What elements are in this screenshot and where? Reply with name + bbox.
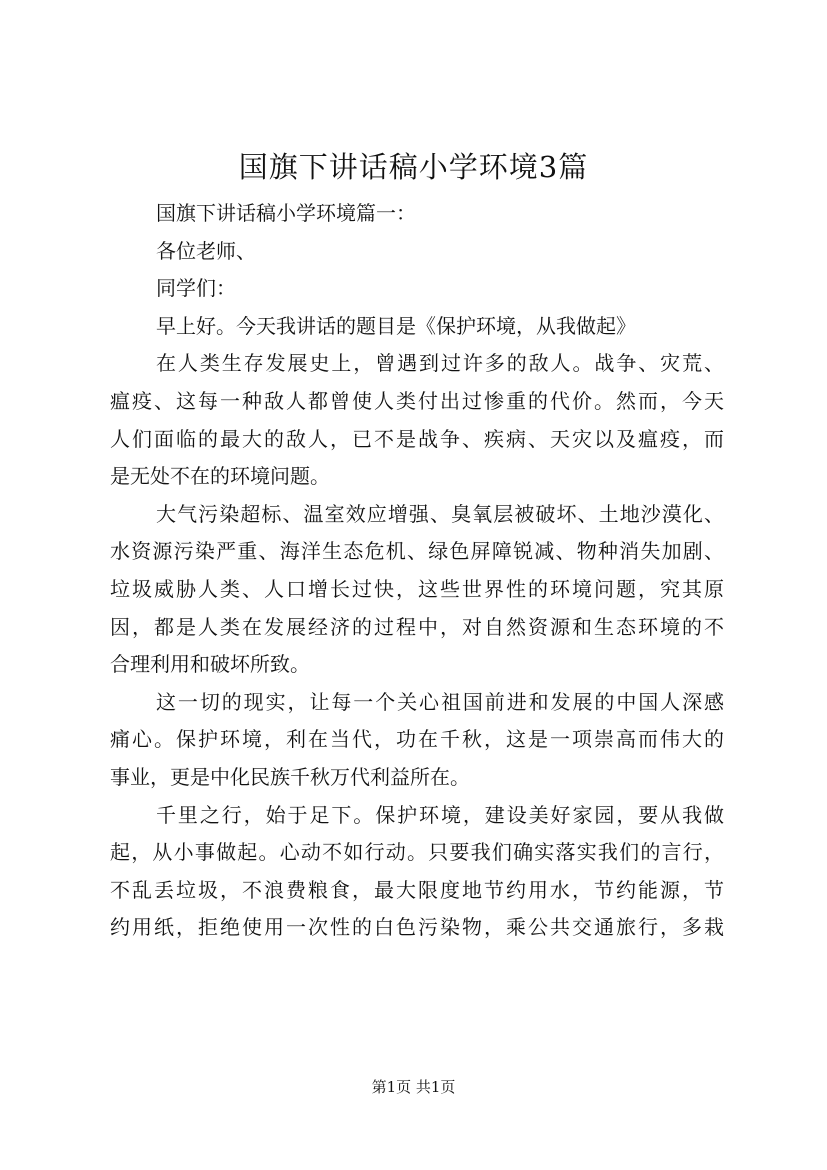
salutation-line: 同学们：: [156, 276, 236, 301]
paragraph-line: 约用纸，拒绝使用一次性的白色污染物，乘公共交通旅行，多栽: [110, 915, 724, 940]
paragraph-line: 大气污染超标、温室效应增强、臭氧层被破坏、土地沙漠化、: [156, 501, 724, 526]
paragraph-line: 垃圾威胁人类、人口增长过快，这些世界性的环境问题，究其原: [110, 576, 724, 601]
paragraph-line: 事业，更是中化民族千秋万代利益所在。: [110, 764, 470, 789]
paragraph-line: 是无处不在的环境问题。: [110, 464, 330, 489]
greeting-line: 早上好。今天我讲话的题目是《保护环境，从我做起》: [156, 313, 636, 338]
document-title: 国旗下讲话稿小学环境3篇: [238, 150, 589, 184]
paragraph-line: 水资源污染严重、海洋生态危机、绿色屏障锐减、物种消失加剧、: [110, 539, 724, 564]
paragraph-line: 因，都是人类在发展经济的过程中，对自然资源和生态环境的不: [110, 614, 724, 639]
paragraph-line: 在人类生存发展史上，曾遇到过许多的敌人。战争、灾荒、: [156, 351, 724, 376]
paragraph-line: 痛心。保护环境，利在当代，功在千秋，这是一项崇高而伟大的: [110, 727, 724, 752]
paragraph-line: 千里之行，始于足下。保护环境，建设美好家园，要从我做: [156, 802, 724, 827]
document-body: [110, 195, 724, 947]
page-number-footer: 第1页 共1页: [371, 1078, 456, 1096]
paragraph-line: 人们面临的最大的敌人，已不是战争、疾病、天灾以及瘟疫，而: [110, 426, 724, 451]
paragraph-line: 不乱丢垃圾，不浪费粮食，最大限度地节约用水，节约能源，节: [110, 877, 724, 902]
paragraph-line: 瘟疫、这每一种敌人都曾使人类付出过惨重的代价。然而，今天: [110, 388, 724, 413]
paragraph-line: 合理利用和破坏所致。: [110, 652, 310, 677]
salutation-line: 各位老师、: [156, 238, 256, 263]
paragraph-line: 起，从小事做起。心动不如行动。只要我们确实落实我们的言行，: [110, 840, 724, 865]
paragraph-line: 这一切的现实，让每一个关心祖国前进和发展的中国人深感: [156, 689, 724, 714]
section-heading: 国旗下讲话稿小学环境篇一：: [156, 201, 416, 225]
